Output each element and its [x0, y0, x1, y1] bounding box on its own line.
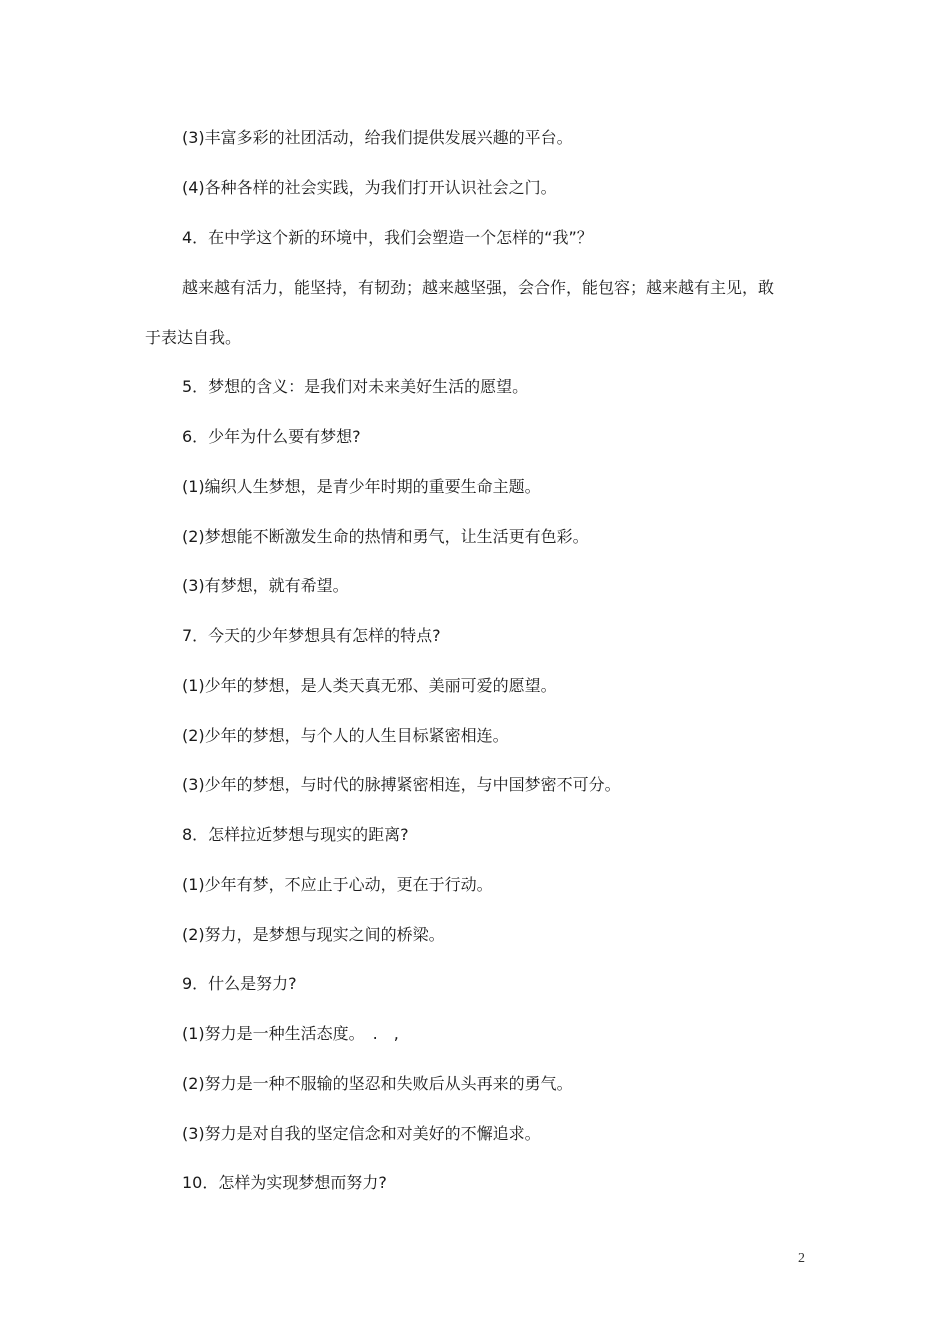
question-heading: 9．什么是努力?	[182, 974, 297, 993]
text-line: (1)编织人生梦想，是青少年时期的重要生命主题。	[182, 477, 541, 496]
text-line: (3)丰富多彩的社团活动，给我们提供发展兴趣的平台。	[182, 128, 573, 147]
question-heading: 6．少年为什么要有梦想?	[182, 427, 361, 446]
question-heading: 4．在中学这个新的环境中，我们会塑造一个怎样的“我”？	[182, 228, 593, 247]
question-heading: 8．怎样拉近梦想与现实的距离?	[182, 825, 409, 844]
text-line: (2)努力，是梦想与现实之间的桥梁。	[182, 925, 445, 944]
text-line: (1)少年的梦想，是人类天真无邪、美丽可爱的愿望。	[182, 676, 557, 695]
question-heading: 7．今天的少年梦想具有怎样的特点?	[182, 626, 441, 645]
question-heading: 5．梦想的含义：是我们对未来美好生活的愿望。	[182, 377, 529, 396]
text-line: (3)有梦想，就有希望。	[182, 576, 349, 595]
text-line: (3)少年的梦想，与时代的脉搏紧密相连，与中国梦密不可分。	[182, 775, 621, 794]
text-line-continuation: 于表达自我。	[145, 328, 242, 347]
text-line: 越来越有活力，能坚持，有韧劲；越来越坚强，会合作，能包容；越来越有主见，敢	[182, 278, 775, 297]
text-line: (2)少年的梦想，与个人的人生目标紧密相连。	[182, 726, 509, 745]
text-line: (2)努力是一种不服输的坚忍和失败后从头再来的勇气。	[182, 1074, 573, 1093]
text-line: (1)努力是一种生活态度。 . ,	[182, 1024, 399, 1043]
text-line: (4)各种各样的社会实践，为我们打开认识社会之门。	[182, 178, 557, 197]
question-heading: 10．怎样为实现梦想而努力?	[182, 1173, 387, 1192]
text-line: (3)努力是对自我的坚定信念和对美好的不懈追求。	[182, 1124, 541, 1143]
page-number: 2	[798, 1251, 805, 1266]
text-line: (1)少年有梦，不应止于心动，更在于行动。	[182, 875, 493, 894]
text-line: (2)梦想能不断激发生命的热情和勇气，让生活更有色彩。	[182, 527, 589, 546]
